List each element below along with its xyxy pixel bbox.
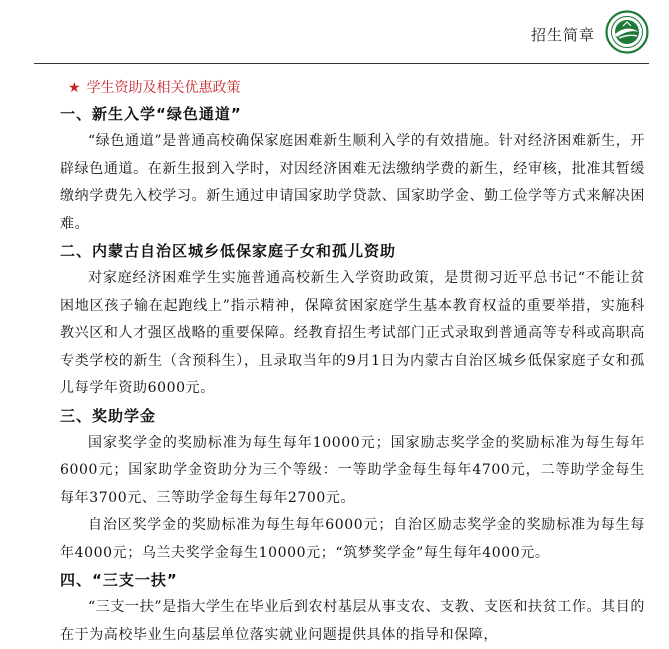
heading-low-income-aid: 二、内蒙古自治区城乡低保家庭子女和孤儿资助 xyxy=(60,242,397,260)
paragraph-regional-scholarships: 自治区奖学金的奖励标准为每生每年6000元；自治区励志奖学金的奖励标准为每生每年4000元；乌兰夫奖学金每生10000元；“筑梦奖学金”每生每年4000元。 xyxy=(60,517,645,561)
section-title-text: 学生资助及相关优惠政策 xyxy=(86,80,241,96)
heading-green-channel: 一、新生入学“绿色通道” xyxy=(60,105,242,123)
section-title xyxy=(68,75,645,101)
heading-scholarships: 三、奖助学金 xyxy=(60,406,157,425)
page-header xyxy=(0,0,669,64)
paragraph-national-scholarships: 国家奖学金的奖励标准为每生每年10000元；国家励志奖学金的奖励标准为每生每年6000元；国家助学金资助分为三个等级：一等助学金每生每年4700元，二等助学金每生每年3700元、三等助学金每生每年2700元。 xyxy=(60,434,645,506)
document-body xyxy=(60,75,645,649)
heading-three-supports: 四、“三支一扶” xyxy=(60,571,178,589)
header-divider xyxy=(34,63,649,64)
school-emblem-icon xyxy=(605,10,649,54)
red-star-icon: ★ xyxy=(68,80,81,96)
header-title: 招生简章 xyxy=(530,26,595,44)
paragraph-low-income-aid: 对家庭经济困难学生实施普通高校新生入学资助政策，是贯彻习近平总书记“不能让贫困地区孩子输在起跑线上”指示精神，保障贫困家庭学生基本教育权益的重要举措，实施科教兴区和人才强区战略的重要保障。经教育招生考试部门正式录取到普通高等专科或高职高专类学校的新生（含预科生），且录取当年的9月1日为内蒙古自治区城乡低保家庭子女和孤儿每学年资助6000元。 xyxy=(60,270,645,396)
paragraph-green-channel: “绿色通道”是普通高校确保家庭困难新生顺利入学的有效措施。针对经济困难新生，开辟绿色通道。在新生报到入学时，对因经济困难无法缴纳学费的新生，经审核，批准其暂缓缴纳学费先入校学习。新生通过申请国家助学贷款、国家助学金、勤工俭学等方式来解决困难。 xyxy=(60,133,645,232)
paragraph-three-supports: “三支一扶”是指大学生在毕业后到农村基层从事支农、支教、支医和扶贫工作。其目的在于为高校毕业生向基层单位落实就业问题提供具体的指导和保障， xyxy=(60,599,645,643)
